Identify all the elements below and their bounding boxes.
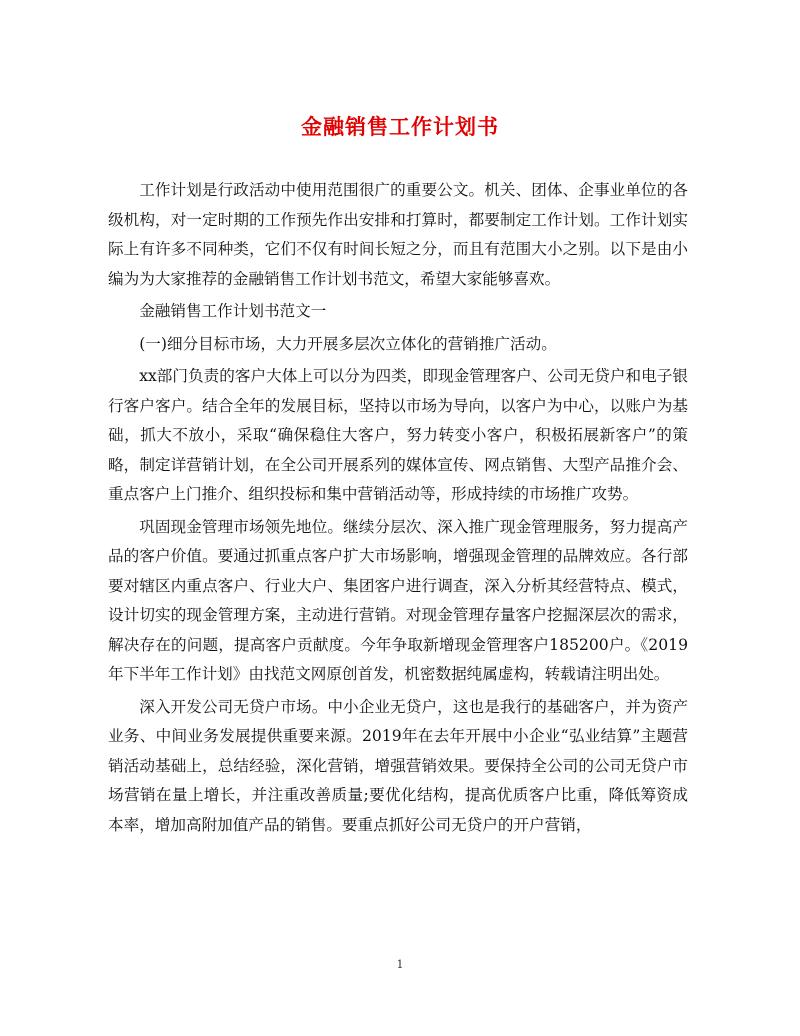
paragraph-body: xx部门负责的客户大体上可以分为四类，即现金管理客户、公司无贷户和电子银行客户客户。结合全年的发展目标，坚持以市场为导向，以客户为中心，以账户为基础，抓大不放小，采取“确保稳住大客户，努力转变小客户，积极拓展新客户”的策略，制定详营销计划，在全公司开展系列的媒体宣传、网点销售、大型产品推介会、重点客户上门推介、组织投标和集中营销活动等，形成持续的市场推广攻势。 xyxy=(108,367,688,503)
document-body xyxy=(108,176,688,843)
document-title: 金融销售工作计划书 xyxy=(301,114,499,139)
paragraph-body: 深入开发公司无贷户市场。中小企业无贷户，这也是我行的基础客户，并为资产业务、中间业务发展提供重要来源。2019年在去年开展中小企业“弘业结算”主题营销活动基础上，总结经验，深化营销，增强营销效果。要保持全公司的公司无贷户市场营销在量上增长，并注重改善质量;要优化结构，提高优质客户比重，降低筹资成本率，增加高附加值产品的销售。要重点抓好公司无贷户的开户营销， xyxy=(108,697,688,834)
page-number: 1 xyxy=(396,958,404,971)
paragraph-section-heading: 金融销售工作计划书范文一 xyxy=(139,302,327,320)
paragraph-subheading: (一)细分目标市场，大力开展多层次立体化的营销推广活动。 xyxy=(139,334,557,353)
paragraph-body: 巩固现金管理市场领先地位。继续分层次、深入推广现金管理服务，努力提高产品的客户价值。要通过抓重点客户扩大市场影响，增强现金管理的品牌效应。各行部要对辖区内重点客户、行业大户、集团客户进行调查，深入分析其经营特点、模式，设计切实的现金管理方案，主动进行营销。对现金管理存量客户挖掘深层次的需求，解决存在的问题，提高客户贡献度。今年争取新增现金管理客户185200户。《2019年下半年工作计划》由找范文网原创首发，机密数据纯属虚构，转载请注明出处。 xyxy=(108,517,688,683)
paragraph-intro: 工作计划是行政活动中使用范围很广的重要公文。机关、团体、企事业单位的各级机构，对一定时期的工作预先作出安排和打算时，都要制定工作计划。工作计划实际上有许多不同种类，它们不仅有时间长短之分，而且有范围大小之别。以下是由小编为为大家推荐的金融销售工作计划书范文，希望大家能够喜欢。 xyxy=(108,181,688,288)
